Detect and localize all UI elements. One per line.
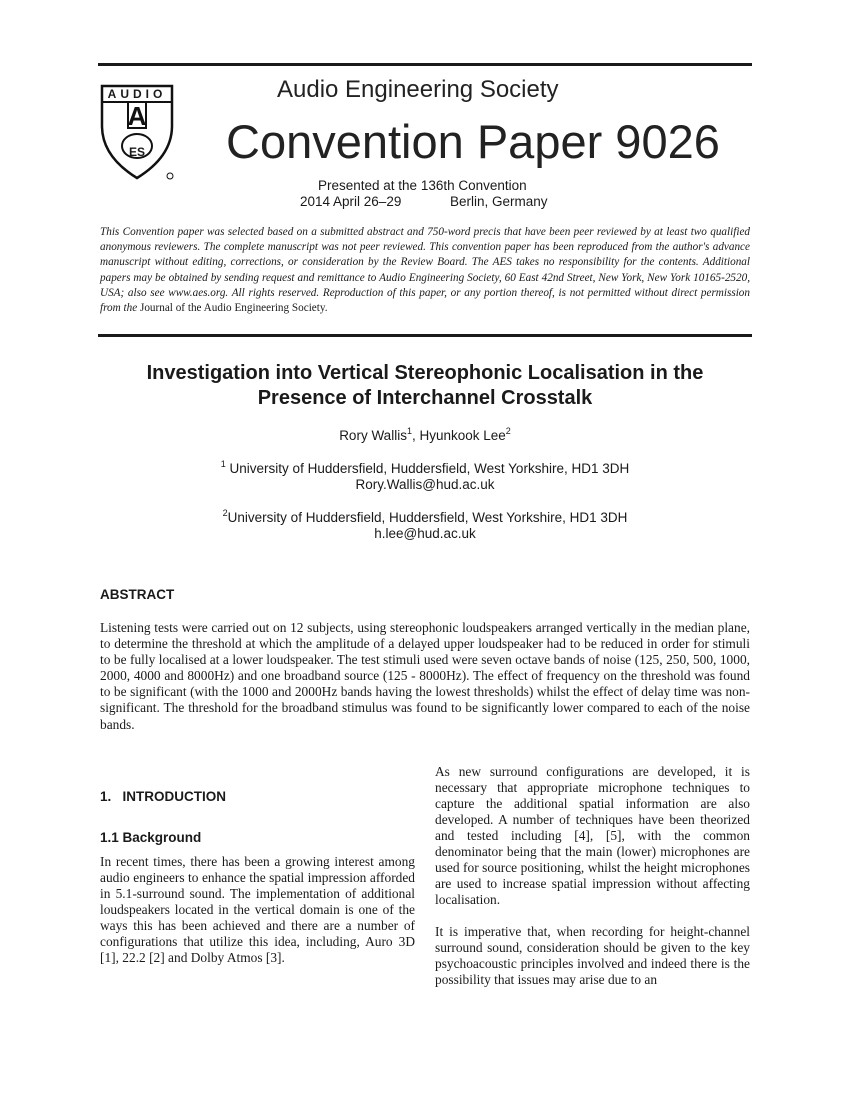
notice-text: This Convention paper was selected based on a submitted abstract and 750-word precis that have been peer reviewed by at least two qualified anonymous reviewers. The complete manuscript was not peer reviewed. This convention paper has been reproduced from the author's advance manuscript without editing, corrections, or consideration by the Review Board. The AES takes no responsibility for the contents. Additional papers may be obtained by sending request and remittance to Audio Engineering Society, 60 East 42nd Street, New York, New York 10165-2520, USA; also see www.aes.org. All rights reserved. Reproduction of this paper, or any portion thereof, is not permitted without direct permission from the bbox=[100, 226, 750, 315]
top-rule bbox=[98, 63, 752, 66]
logo-bottom-text: ES bbox=[128, 145, 145, 159]
affiliation-mark: 1 bbox=[220, 459, 226, 469]
subsection-heading: 1.1 Background bbox=[100, 830, 202, 845]
email-2: h.lee@hud.ac.uk bbox=[374, 526, 476, 541]
paper-title-line1: Investigation into Vertical Stereophonic Localisation in the bbox=[146, 362, 704, 384]
paper-title-line2: Presence of Interchannel Crosstalk bbox=[257, 387, 593, 409]
review-notice bbox=[100, 225, 750, 316]
author-affiliation-mark: 2 bbox=[505, 426, 511, 436]
author-name: Hyunkook Lee bbox=[419, 428, 506, 443]
paper-title bbox=[98, 361, 752, 411]
abstract-heading: ABSTRACT bbox=[100, 587, 175, 602]
svg-text:A: A bbox=[127, 101, 147, 131]
affiliation-text: University of Huddersfield, Huddersfield, West Yorkshire, HD1 3DH bbox=[229, 461, 630, 476]
convention-date: 2014 April 26–29 bbox=[300, 194, 402, 209]
background-paragraph: In recent times, there has been a growing interest among audio engineers to enhance the spatial impression afforded in 5.1-surround sound. The implementation of additional loudspeakers located in the vertical domain is one of the ways this has been achieved and there are a number of configurations that utilize this idea, including, Auro 3D [1], 22.2 [2] and Dolby Atmos [3]. bbox=[100, 854, 415, 965]
authors bbox=[98, 428, 752, 444]
paper-series-title: Convention Paper 9026 bbox=[226, 115, 720, 168]
affiliation-mark: 2 bbox=[222, 508, 228, 518]
convention-location: Berlin, Germany bbox=[450, 194, 548, 209]
right-paragraph-2: It is imperative that, when recording for height-channel surround sound, consideration should be given to the key psychoacoustic principles involved and indeed there is the possibility that issues may arise due to an bbox=[435, 924, 750, 987]
affiliation-1 bbox=[98, 461, 752, 477]
email-1: Rory.Wallis@hud.ac.uk bbox=[355, 477, 495, 492]
notice-journal: Journal of the Audio Engineering Society. bbox=[139, 302, 328, 315]
notice-rule bbox=[98, 334, 752, 337]
presented-at: Presented at the 136th Convention bbox=[318, 178, 527, 193]
aes-logo bbox=[100, 82, 176, 182]
society-name: Audio Engineering Society bbox=[277, 76, 559, 103]
logo-top-text: AUDIO bbox=[107, 87, 167, 101]
abstract-text: Listening tests were carried out on 12 subjects, using stereophonic loudspeakers arranged vertically in the median plane, to determine the threshold at which the amplitude of a delayed upper loudspeaker had to be reduced in order for stimuli to be fully localised at a lower loudspeaker. The test stimuli used were seven octave bands of noise (125, 250, 500, 1000, 2000, 4000 and 8000Hz) and one broadband source (125 - 8000Hz). The effect of frequency on the threshold was found to be significant (with the 1000 and 2000Hz bands having the lowest thresholds) whilst the effect of delay time was non-significant. The threshold for the broadband stimulus was found to be significantly lower compared to each of the noise bands. bbox=[100, 620, 750, 732]
section-heading: 1. INTRODUCTION bbox=[100, 789, 227, 804]
affiliation-text: University of Huddersfield, Huddersfield, West Yorkshire, HD1 3DH bbox=[227, 510, 628, 525]
author-affiliation-mark: 1 bbox=[406, 426, 412, 436]
author-name: Rory Wallis bbox=[339, 428, 407, 443]
affiliation-2 bbox=[98, 510, 752, 526]
right-paragraph-1: As new surround configurations are developed, it is necessary that appropriate microphone techniques to capture the additional spatial information are also developed. A number of techniques have been theorized and tested including [4], [5], with the common denominator being that the main (lower) microphones are used for source positioning, whilst the height microphones are used to increase spatial impression without affecting localisation. bbox=[435, 764, 750, 907]
author-separator: , bbox=[411, 428, 420, 443]
